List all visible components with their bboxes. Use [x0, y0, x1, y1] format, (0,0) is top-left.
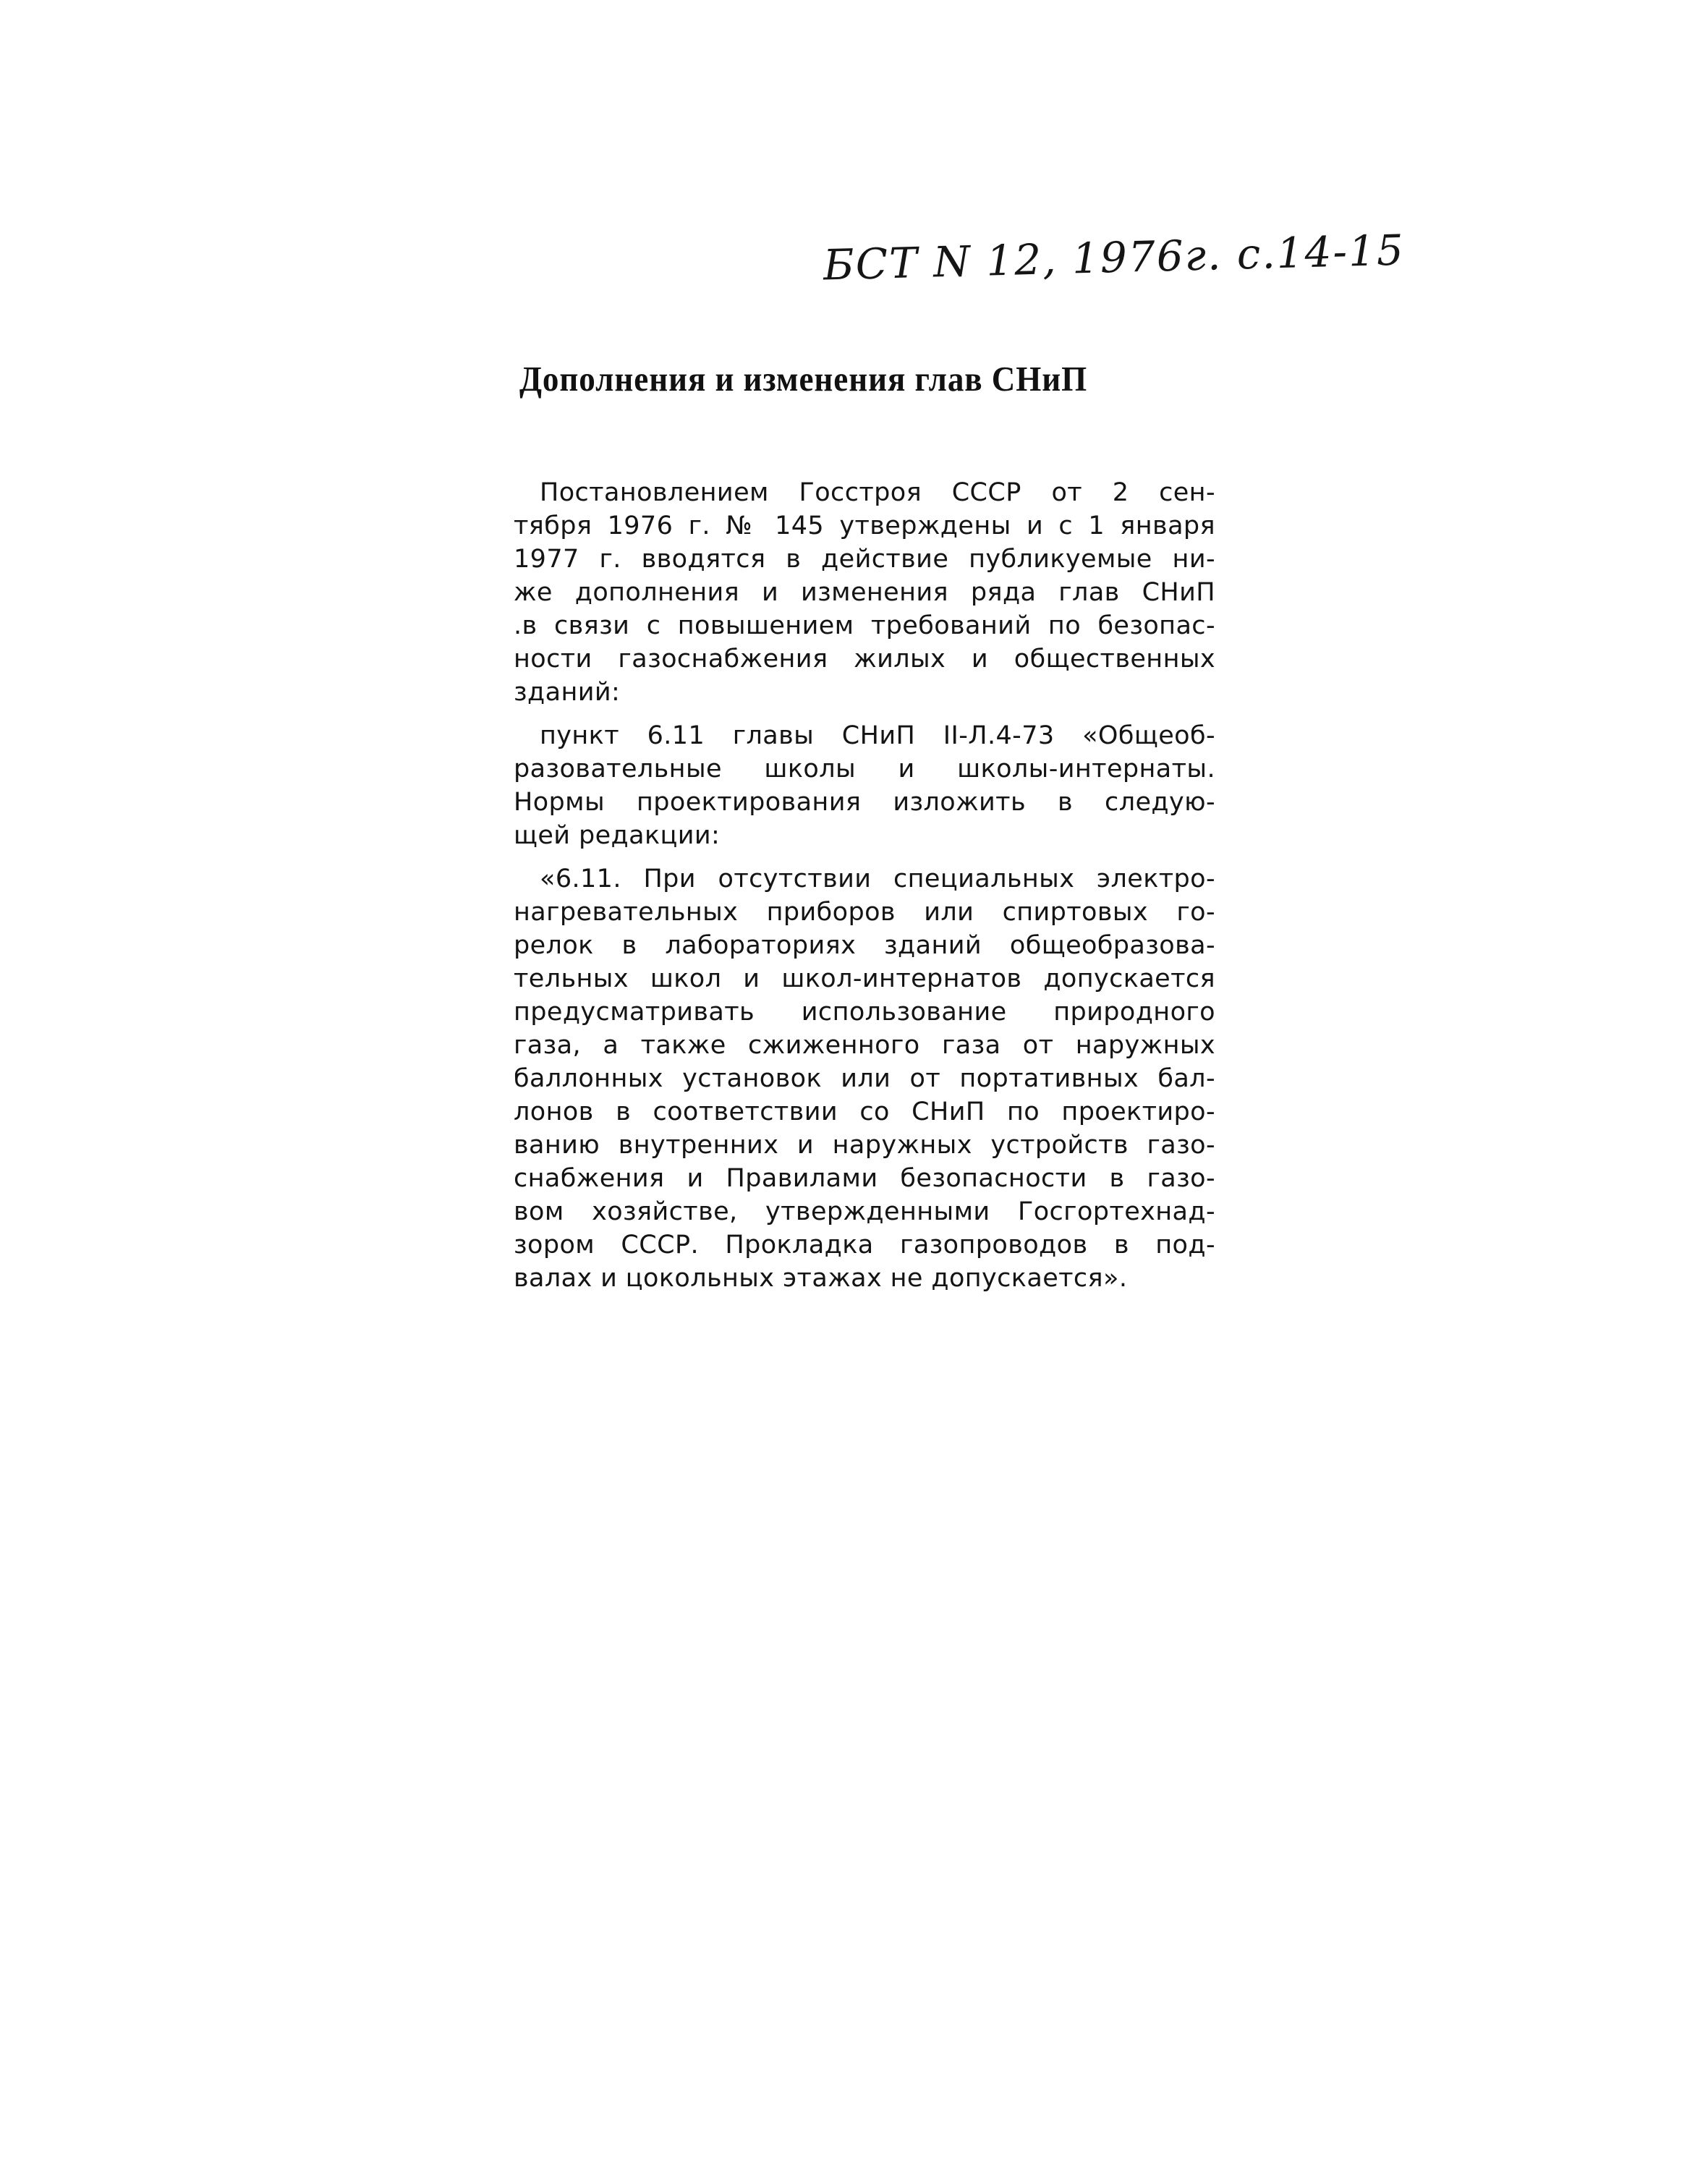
text-line: щей редакции: [514, 821, 721, 850]
text-line: тября 1976 г. № 145 утверждены и с 1 января [514, 511, 1215, 540]
body-text [514, 476, 1215, 1295]
text-line: 1977 г. вводятся в действие публикуемые ни- [514, 545, 1215, 574]
text-line: ванию внутренних и наружных устройств газо- [514, 1131, 1215, 1160]
text-line: же дополнения и изменения ряда глав СНиП [514, 578, 1215, 607]
text-line: разовательные школы и школы-интернаты. [514, 755, 1215, 783]
text-line: релок в лабораториях зданий общеобразова- [514, 931, 1215, 960]
text-line: ности газоснабжения жилых и общественных [514, 645, 1215, 674]
paragraph-resolution [514, 476, 1215, 709]
text-line: зором СССР. Прокладка газопроводов в под- [514, 1231, 1215, 1260]
text-line: зданий: [514, 678, 621, 707]
text-line: Нормы проектирования изложить в следую- [514, 788, 1215, 817]
text-line: газа, а также сжиженного газа от наружных [514, 1031, 1215, 1060]
text-line: снабжения и Правилами безопасности в газо- [514, 1164, 1215, 1193]
text-line: предусматривать использование природного [514, 998, 1215, 1027]
text-line: «6.11. При отсутствии специальных электро- [540, 865, 1215, 893]
text-line: валах и цокольных этажах не допускается». [514, 1264, 1128, 1293]
text-line: нагревательных приборов или спиртовых го- [514, 898, 1215, 927]
text-line: .в связи с повышением требований по безопас- [514, 611, 1215, 640]
handwritten-reference: БСТ N 12, 1976г. с.14-15 [823, 225, 1406, 290]
paragraph-clause-text [514, 862, 1215, 1295]
text-line: пункт 6.11 главы СНиП II-Л.4-73 «Общеоб- [540, 721, 1215, 750]
paragraph-clause-reference [514, 719, 1215, 852]
text-line: лонов в соответствии со СНиП по проектиро- [514, 1097, 1215, 1126]
text-line: баллонных установок или от портативных бал- [514, 1064, 1215, 1093]
text-line: Постановлением Госстроя СССР от 2 сен- [540, 478, 1215, 507]
text-line: тельных школ и школ-интернатов допускается [514, 964, 1215, 993]
text-line: вом хозяйстве, утвержденными Госгортехнад- [514, 1197, 1215, 1226]
document-title: Дополнения и изменения глав СНиП [519, 359, 1088, 399]
